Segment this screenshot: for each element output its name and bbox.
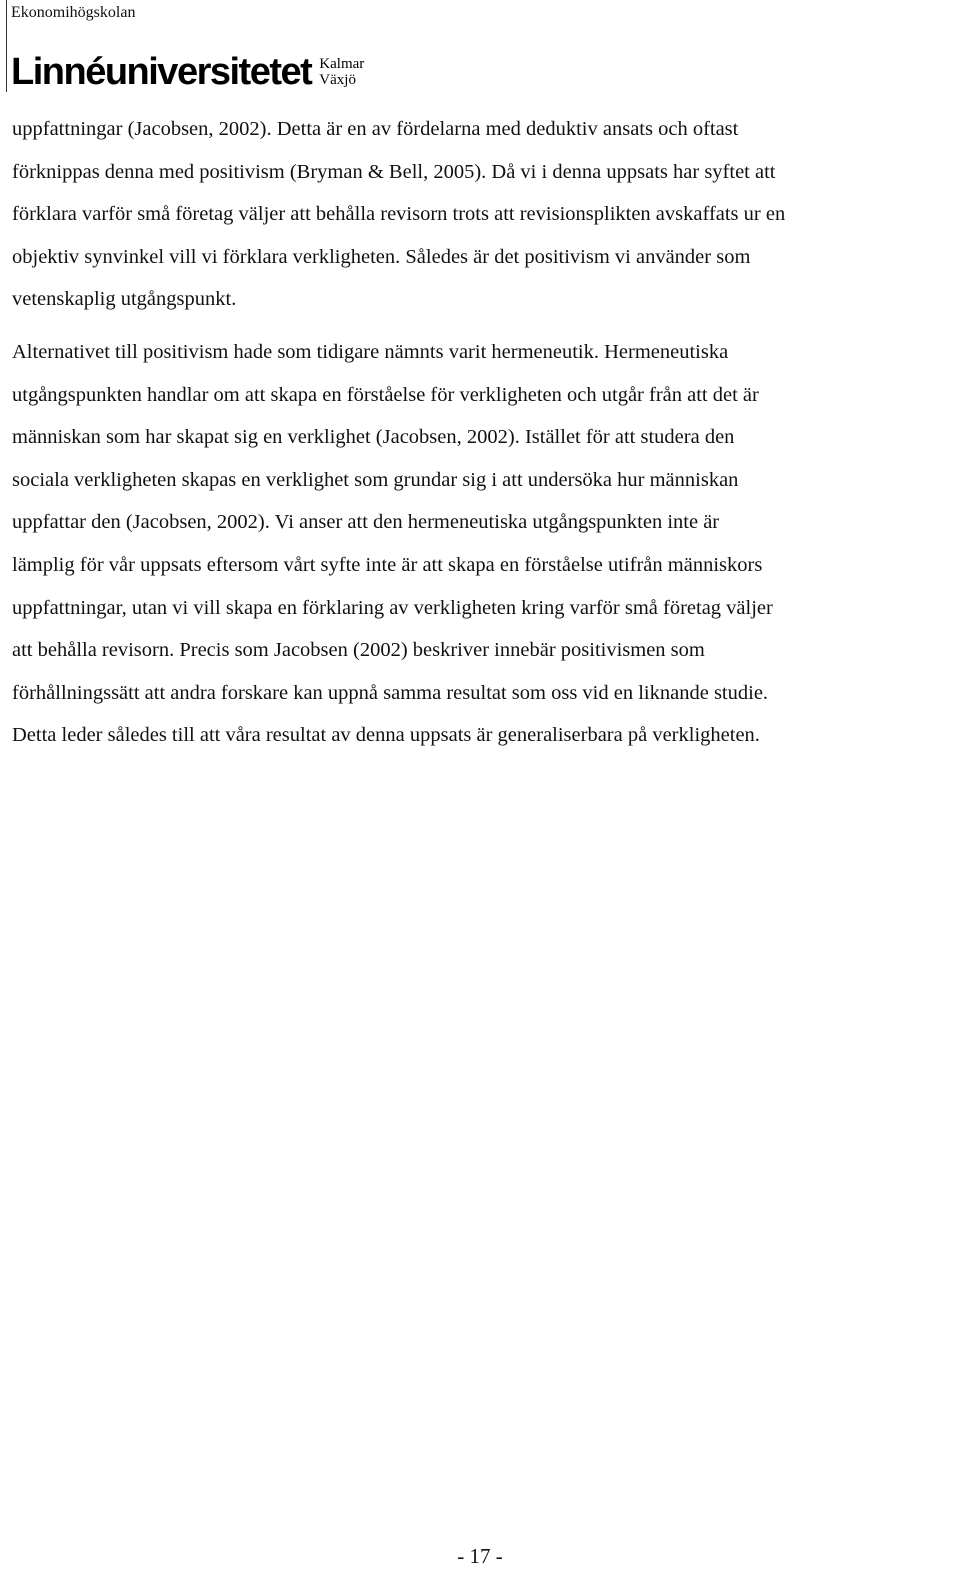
- logo-city-vaxjo: Växjö: [319, 72, 356, 88]
- text-line: objektiv synvinkel vill vi förklara verkligheten. Således är det positivism vi använder som: [12, 245, 751, 268]
- text-line: uppfattningar, utan vi vill skapa en förklaring av verkligheten kring varför små företag väljer: [12, 596, 773, 619]
- logo-cities: [319, 56, 364, 92]
- text-line: lämplig för vår uppsats eftersom vårt syfte inte är att skapa en förståelse utifrån människors: [12, 553, 763, 576]
- body-text: [12, 108, 947, 757]
- paragraph-hermeneutics: [12, 331, 947, 757]
- text-line: uppfattningar (Jacobsen, 2002). Detta är en av fördelarna med deduktiv ansats och oftast: [12, 118, 739, 140]
- paragraph-positivism: [12, 108, 947, 321]
- text-line: sociala verkligheten skapas en verklighet som grundar sig i att undersöka hur människan: [12, 468, 739, 491]
- text-line: att behålla revisorn. Precis som Jacobsen (2002) beskriver innebär positivismen som: [12, 639, 705, 662]
- text-line: uppfattar den (Jacobsen, 2002). Vi anser att den hermeneutiska utgångspunkten inte är: [12, 511, 720, 534]
- logo-wordmark: Linnéuniversitetet: [11, 51, 312, 93]
- text-line: människan som har skapat sig en verklighet (Jacobsen, 2002). Istället för att studera den: [12, 426, 735, 449]
- text-line: Alternativet till positivism hade som tidigare nämnts varit hermeneutik. Hermeneutiska: [12, 340, 729, 363]
- page-header: [6, 0, 447, 92]
- text-line: förklara varför små företag väljer att behålla revisorn trots att revisionsplikten avskaffats ur en: [12, 203, 786, 226]
- department-name: Ekonomihögskolan: [11, 4, 136, 21]
- page-number: - 17 -: [457, 1544, 503, 1568]
- text-line: förknippas denna med positivism (Bryman & Bell, 2005). Då vi i denna uppsats har syftet att: [12, 160, 776, 183]
- text-line: Detta leder således till att våra resultat av denna uppsats är generaliserbara på verkligheten.: [12, 724, 760, 747]
- university-logo: [11, 46, 364, 92]
- text-line: utgångspunkten handlar om att skapa en förståelse för verkligheten och utgår från att det är: [12, 383, 759, 406]
- text-line: vetenskaplig utgångspunkt.: [12, 288, 237, 311]
- logo-city-kalmar: Kalmar: [319, 56, 365, 72]
- text-line: förhållningssätt att andra forskare kan uppnå samma resultat som oss vid en liknande studie.: [12, 681, 769, 704]
